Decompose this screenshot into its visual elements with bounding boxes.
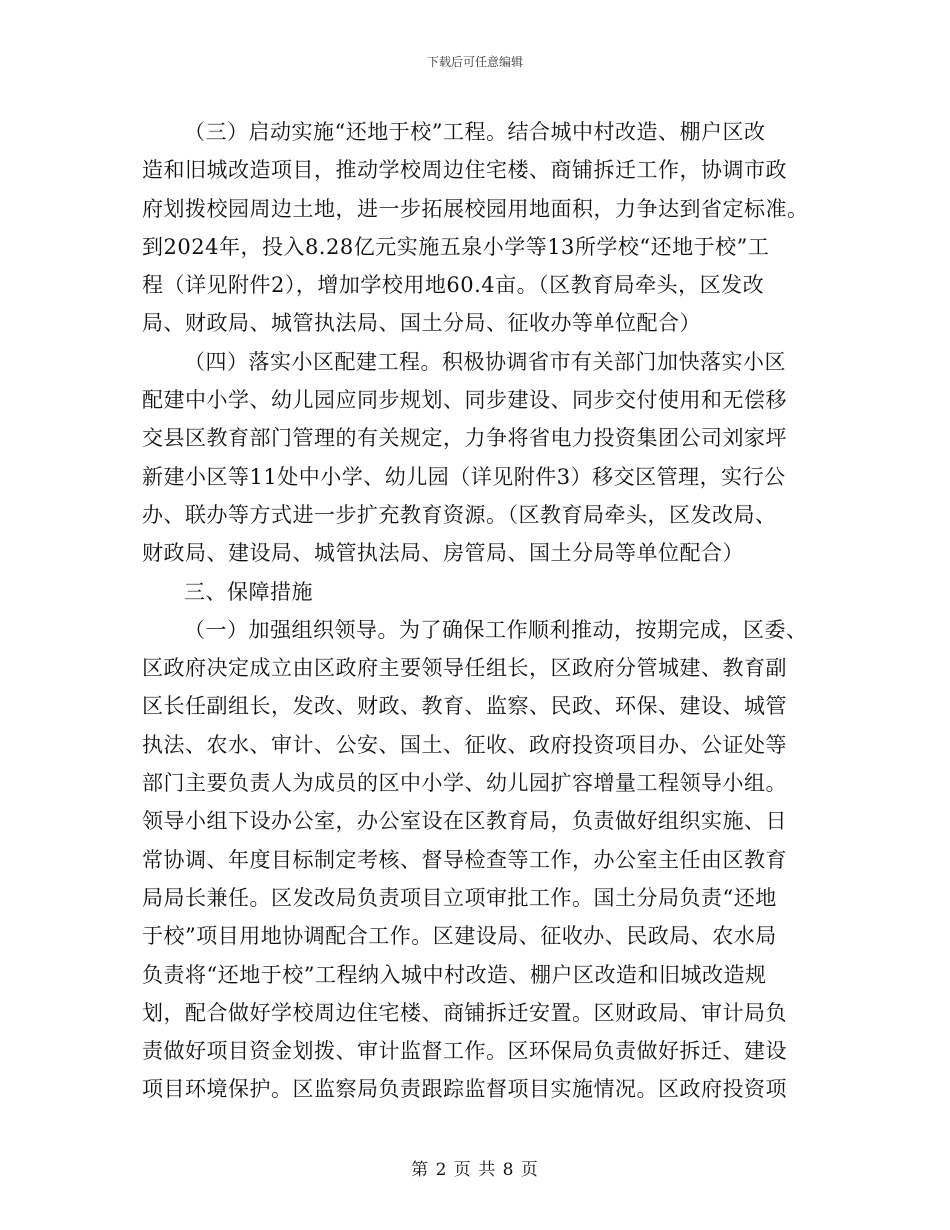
- text-line: 交县区教育部门管理的有关规定，力争将省电力投资集团公司刘家坪: [142, 426, 787, 451]
- text-line: 府划拨校园周边土地，进一步拓展校园用地面积，力争达到省定标准。: [142, 196, 809, 221]
- text-line: （四）落实小区配建工程。积极协调省市有关部门加快落实小区: [184, 349, 786, 374]
- text-line: 局局长兼任。区发改局负责项目立项审批工作。国土分局负责“还地: [142, 885, 777, 910]
- page-footer: 第 2 页 共 8 页: [411, 1160, 539, 1180]
- text-line: 区政府决定成立由区政府主要领导任组长，区政府分管城建、教育副: [142, 656, 787, 681]
- text-line: 办、联办等方式进一步扩充教育资源。（区教育局牵头，区发改局、: [142, 502, 777, 527]
- text-line: 负责将“还地于校”工程纳入城中村改造、棚户区改造和旧城改造规: [142, 962, 767, 987]
- text-line: （三）启动实施“还地于校”工程。结合城中村改造、棚户区改: [184, 120, 766, 144]
- text-line: 局、财政局、城管执法局、国土分局、征收办等单位配合）: [142, 311, 701, 336]
- page-header: 下载后可任意编辑: [426, 55, 523, 69]
- text-line: 部门主要负责人为成员的区中小学、幼儿园扩容增量工程领导小组。: [142, 771, 787, 796]
- text-line: 区长任副组长，发改、财政、教育、监察、民政、环保、建设、城管: [142, 694, 787, 719]
- text-line: 执法、农水、审计、公安、国土、征收、政府投资项目办、公证处等: [142, 732, 787, 757]
- text-line: 划，配合做好学校周边住宅楼、商铺拆迁安置。区财政局、审计局负: [142, 1000, 787, 1025]
- text-line: 到2024年，投入8.28亿元实施五泉小学等13所学校“还地于校”工: [142, 234, 770, 259]
- text-line: 领导小组下设办公室，办公室设在区教育局，负责做好组织实施、日: [142, 809, 787, 834]
- text-line: 新建小区等11处中小学、幼儿园（详见附件3）移交区管理，实行公: [142, 464, 786, 489]
- text-line: 项目环境保护。区监察局负责跟踪监督项目实施情况。区政府投资项: [142, 1077, 787, 1102]
- text-line: 程（详见附件2），增加学校用地60.4亩。（区教育局牵头，区发改: [142, 273, 765, 298]
- text-line: 财政局、建设局、城管执法局、房管局、国土分局等单位配合）: [142, 541, 744, 566]
- text-line: 造和旧城改造项目，推动学校周边住宅楼、商铺拆迁工作，协调市政: [142, 158, 787, 183]
- document-body: [142, 113, 822, 1109]
- text-line: 于校”项目用地协调配合工作。区建设局、征收办、民政局、农水局: [142, 924, 777, 949]
- text-line: 配建中小学、幼儿园应同步规划、同步建设、同步交付使用和无偿移: [142, 388, 787, 413]
- text-line: （一）加强组织领导。为了确保工作顺利推动，按期完成，区委、: [184, 617, 808, 642]
- text-line: 三、保障措施: [184, 579, 313, 604]
- text-line: 责做好项目资金划拨、审计监督工作。区环保局负责做好拆迁、建设: [142, 1039, 787, 1064]
- text-line: 常协调、年度目标制定考核、督导检查等工作，办公室主任由区教育: [142, 847, 787, 872]
